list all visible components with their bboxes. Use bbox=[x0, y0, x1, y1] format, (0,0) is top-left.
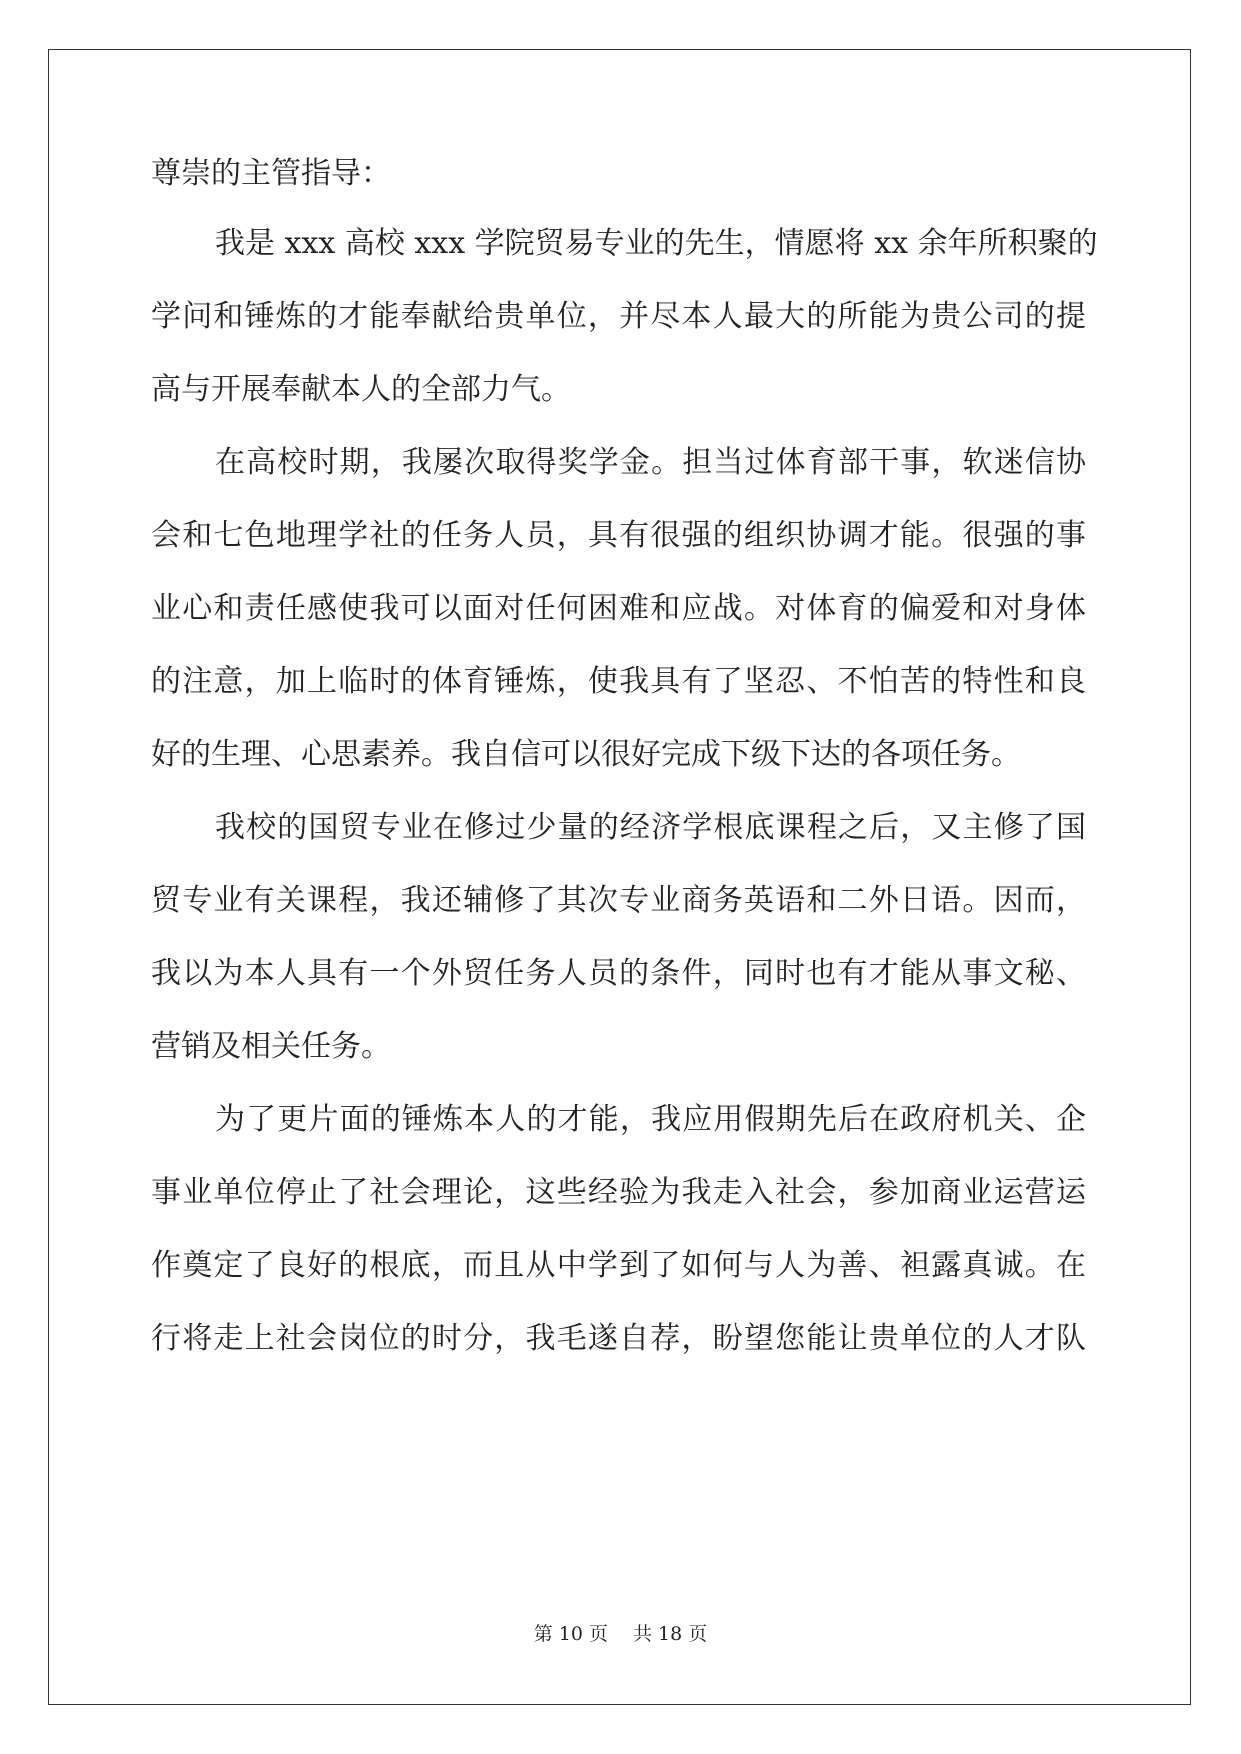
paragraph-2-line-3: 业心和责任感使我可以面对任何困难和应战。对体育的偏爱和对身体 bbox=[151, 591, 1086, 626]
paragraph-2-line-4: 的注意，加上临时的体育锤炼，使我具有了坚忍、不怕苦的特性和良 bbox=[151, 664, 1086, 699]
page-number-footer: 第 10 页 共 18 页 bbox=[533, 1623, 708, 1645]
paragraph-3-line-3: 我以为本人具有一个外贸任务人员的条件，同时也有才能从事文秘、 bbox=[151, 956, 1086, 991]
paragraph-4-line-4: 行将走上社会岗位的时分，我毛遂自荐，盼望您能让贵单位的人才队 bbox=[151, 1321, 1086, 1356]
paragraph-2-line-2: 会和七色地理学社的任务人员，具有很强的组织协调才能。很强的事 bbox=[151, 518, 1086, 553]
paragraph-2-line-1: 在高校时期，我屡次取得奖学金。担当过体育部干事，软迷信协 bbox=[215, 445, 1086, 480]
paragraph-4-line-1: 为了更片面的锤炼本人的才能，我应用假期先后在政府机关、企 bbox=[215, 1102, 1086, 1137]
paragraph-1-line-2: 学问和锤炼的才能奉献给贵单位，并尽本人最大的所能为贵公司的提 bbox=[151, 299, 1086, 334]
paragraph-2-line-5: 好的生理、心思素养。我自信可以很好完成下级下达的各项任务。 bbox=[151, 737, 1021, 772]
paragraph-4-line-3: 作奠定了良好的根底，而且从中学到了如何与人为善、袒露真诚。在 bbox=[151, 1248, 1086, 1283]
paragraph-3-line-4: 营销及相关任务。 bbox=[151, 1029, 391, 1064]
paragraph-3-line-1: 我校的国贸专业在修过少量的经济学根底课程之后，又主修了国 bbox=[215, 810, 1086, 845]
paragraph-1-line-1: 我是 xxx 高校 xxx 学院贸易专业的先生，情愿将 xx 余年所积聚的 bbox=[215, 226, 1098, 261]
paragraph-4-line-2: 事业单位停止了社会理论，这些经验为我走入社会，参加商业运营运 bbox=[151, 1175, 1086, 1210]
paragraph-1-line-3: 高与开展奉献本人的全部力气。 bbox=[151, 372, 571, 407]
salutation: 尊崇的主管指导： bbox=[151, 156, 391, 191]
paragraph-3-line-2: 贸专业有关课程，我还辅修了其次专业商务英语和二外日语。因而， bbox=[151, 883, 1086, 918]
